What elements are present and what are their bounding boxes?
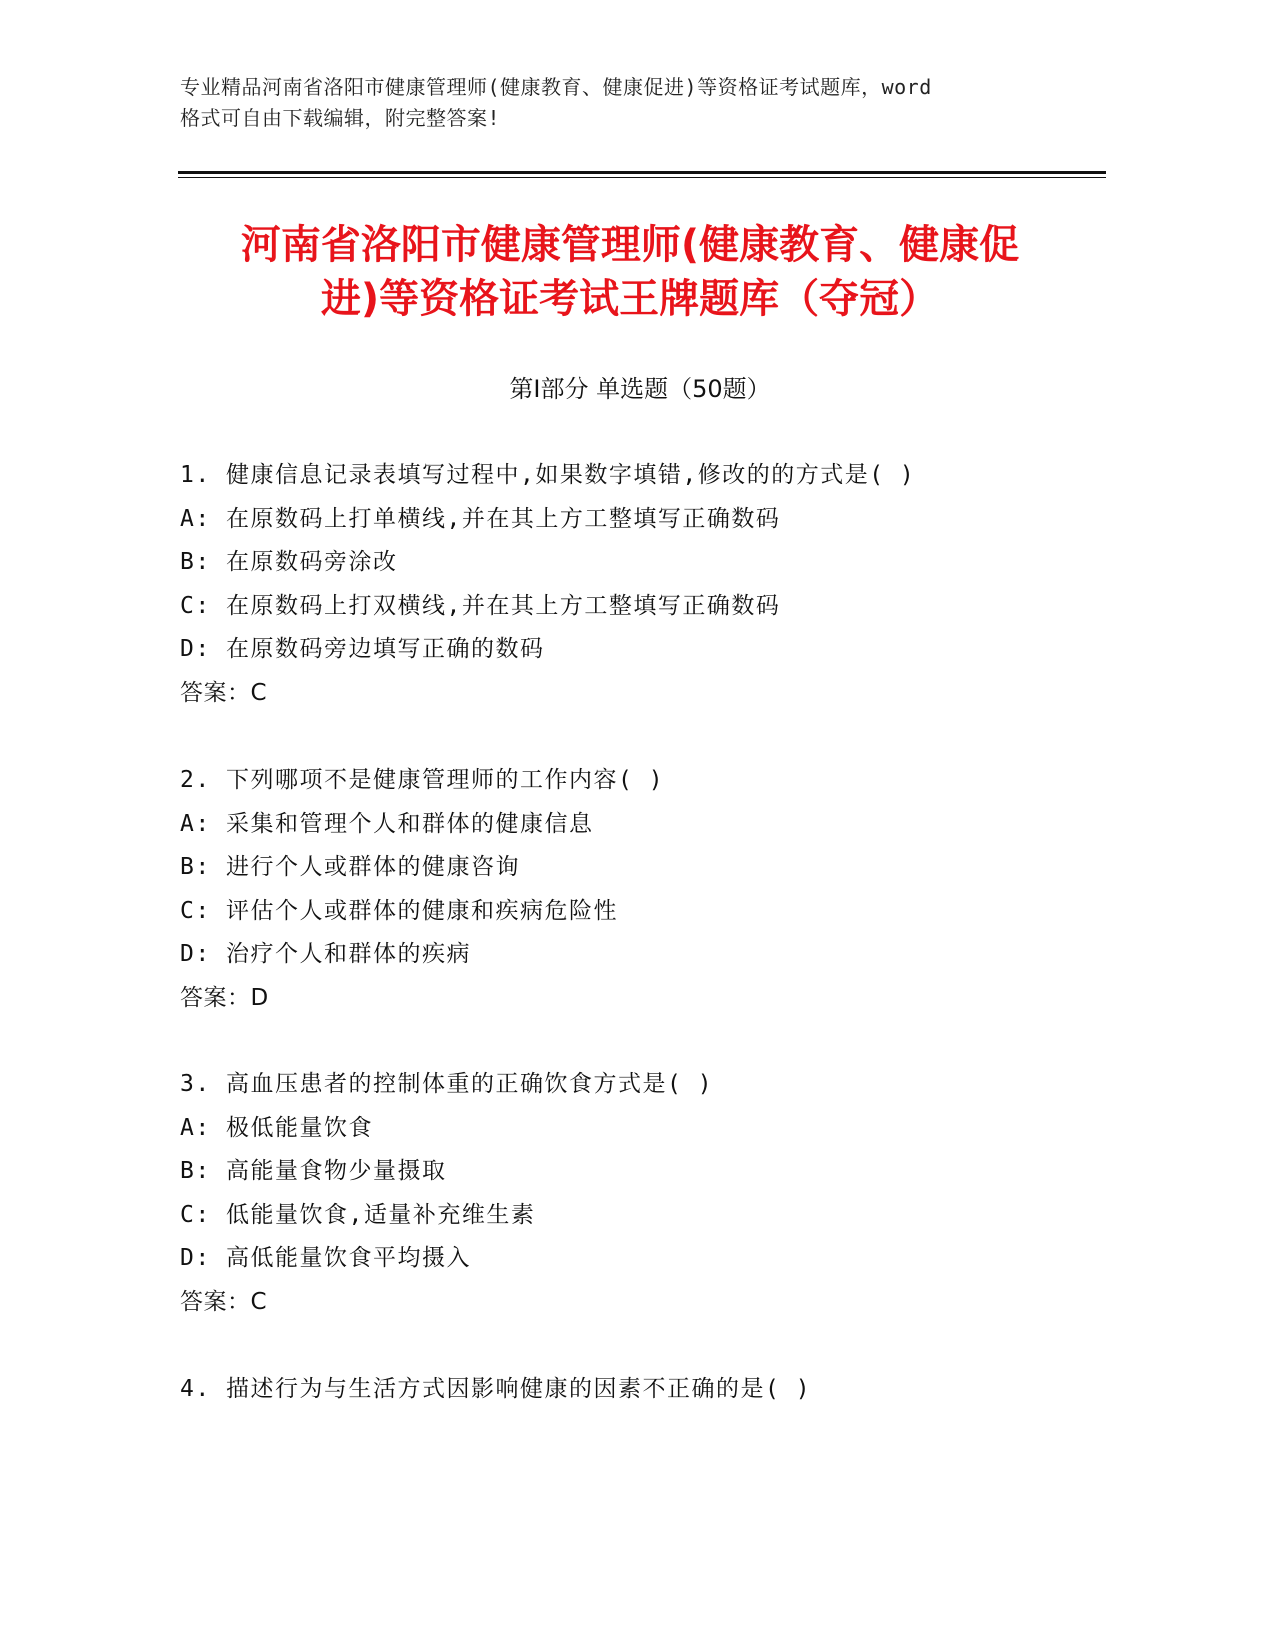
document-title — [180, 218, 1080, 326]
document-title-line2: 进)等资格证考试王牌题库（夺冠） — [320, 276, 940, 322]
header-note-line2: 格式可自由下载编辑，附完整答案! — [180, 106, 501, 130]
option-a: A: 极低能量饮食 — [180, 1114, 374, 1141]
header-note-line1: 专业精品河南省洛阳市健康管理师(健康教育、健康促进)等资格证考试题库，word — [180, 75, 932, 99]
section-heading: 第Ⅰ部分 单选题（50题） — [509, 375, 771, 403]
option-a: A: 在原数码上打单横线,并在其上方工整填写正确数码 — [180, 505, 781, 532]
option-b: B: 进行个人或群体的健康咨询 — [180, 854, 521, 880]
option-d: D: 治疗个人和群体的疾病 — [180, 941, 472, 967]
option-d: D: 在原数码旁边填写正确的数码 — [180, 636, 545, 662]
answer: 答案：D — [180, 984, 269, 1011]
header-divider-thick — [178, 171, 1106, 174]
question-stem: 1. 健康信息记录表填写过程中,如果数字填错,修改的的方式是( ) — [180, 462, 916, 488]
question-4 — [180, 1368, 1100, 1412]
option-b: B: 在原数码旁涂改 — [180, 549, 398, 575]
question-stem: 2. 下列哪项不是健康管理师的工作内容( ) — [180, 767, 665, 793]
question-stem: 4. 描述行为与生活方式因影响健康的因素不正确的是( ) — [180, 1376, 812, 1402]
question-2 — [180, 759, 1100, 1020]
answer: 答案：C — [180, 1288, 268, 1315]
header-note — [180, 72, 1060, 134]
option-b: B: 高能量食物少量摄取 — [180, 1158, 447, 1184]
option-d: D: 高低能量饮食平均摄入 — [180, 1245, 472, 1271]
document-title-line1: 河南省洛阳市健康管理师(健康教育、健康促 — [240, 222, 1020, 268]
option-c: C: 低能量饮食,适量补充维生素 — [180, 1201, 536, 1228]
option-a: A: 采集和管理个人和群体的健康信息 — [180, 810, 594, 837]
header-divider-thin — [178, 177, 1106, 178]
question-1 — [180, 454, 1100, 715]
question-stem: 3. 高血压患者的控制体重的正确饮食方式是( ) — [180, 1071, 714, 1097]
question-3 — [180, 1063, 1100, 1324]
answer: 答案：C — [180, 679, 268, 706]
option-c: C: 评估个人或群体的健康和疾病危险性 — [180, 897, 619, 924]
option-c: C: 在原数码上打双横线,并在其上方工整填写正确数码 — [180, 592, 781, 619]
